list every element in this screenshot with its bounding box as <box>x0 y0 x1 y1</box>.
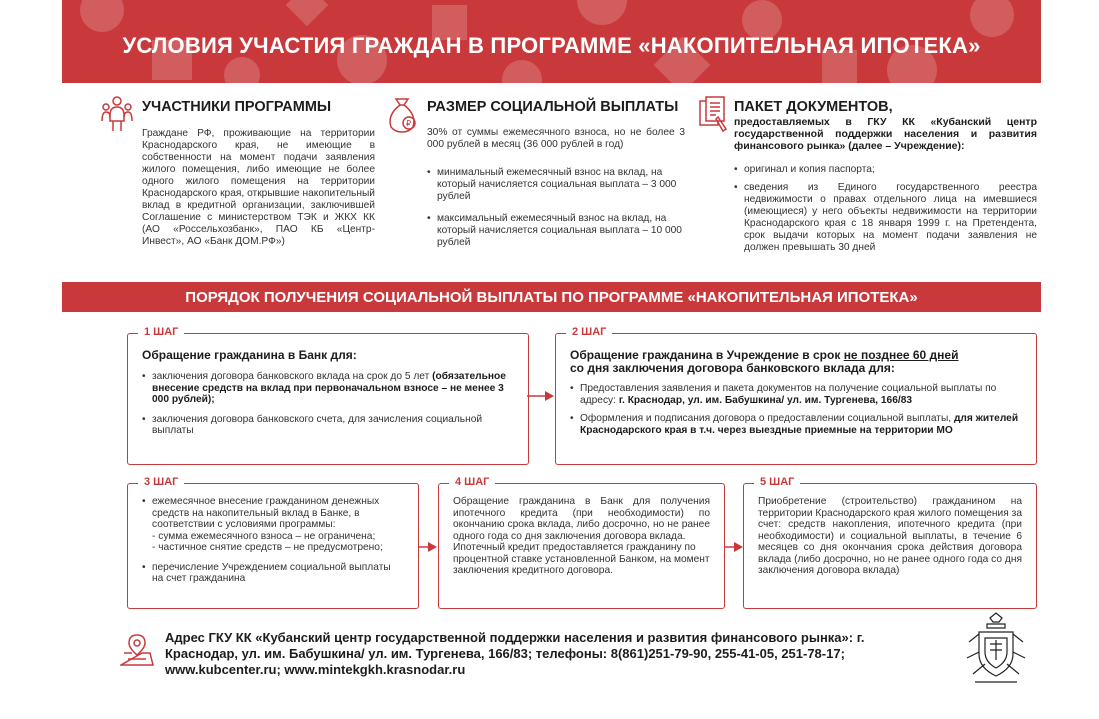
step-2-label: 2 ШАГ <box>566 326 612 338</box>
step-2-heading-a: Обращение гражданина в Учреждение в срок <box>570 348 841 362</box>
svg-text:₽: ₽ <box>406 119 412 128</box>
procedure-title: ПОРЯДОК ПОЛУЧЕНИЯ СОЦИАЛЬНОЙ ВЫПЛАТЫ ПО ПРОГРАММЕ «НАКОПИТЕЛЬНАЯ ИПОТЕКА» <box>185 289 918 306</box>
step-3-item-sub: - сумма ежемесячного взноса – не ограничена; <box>152 530 376 542</box>
step-2-item-bold: г. Краснодар, ул. им. Бабушкина/ ул. им. Тургенева, 166/83 <box>618 394 913 406</box>
payment-title: РАЗМЕР СОЦИАЛЬНОЙ ВЫПЛАТЫ <box>427 99 679 115</box>
step-5-box <box>743 476 1037 609</box>
payment-item: • максимальный ежемесячный взнос на вклад, на который начисляется социальная выплата – 10 000 рублей <box>427 213 685 249</box>
step-1-item: • заключения договора банковского счета, для зачисления социальной выплаты <box>142 414 514 437</box>
step-1-item <box>142 371 514 406</box>
step-4-box <box>438 476 725 609</box>
step-5-label: 5 ШАГ <box>754 476 800 488</box>
documents-item: • сведения из Единого государственного реестра недвижимости о правах отдельного лица на имевшиеся (имеющиеся) у него объекты недвижимости на территории Краснодарского края с 18 января 1999 г. на Претендента, срок выдачи которых на момент подачи заявления не должен превышать 30 дней <box>734 182 1037 254</box>
step-3-item-sub: - частичное снятие средств – не предусмотрено; <box>152 542 383 553</box>
money-bag-icon <box>385 95 419 133</box>
step-3-box <box>127 476 419 609</box>
documents-subtitle: предоставляемых в ГКУ КК «Кубанский центр государственной поддержки населения и развития финансового рынка» (далее – Учреждение): <box>734 116 1037 152</box>
step-4-label: 4 ШАГ <box>449 476 495 488</box>
step-3-item-text: ежемесячное внесение гражданином денежных средств на накопительный вклад в Банке, в соответствии с условиями программы: <box>152 496 380 530</box>
step-3-item: • перечисление Учреждением социальной выплаты на счет гражданина <box>142 562 404 585</box>
documents-item: • оригинал и копия паспорта; <box>734 164 1037 176</box>
step-1-heading: Обращение гражданина в Банк для: <box>142 348 357 362</box>
documents-icon <box>696 95 730 133</box>
header-banner <box>62 0 1041 83</box>
step-3-label: 3 ШАГ <box>138 476 184 488</box>
step-2-heading <box>570 349 1022 375</box>
page-title: УСЛОВИЯ УЧАСТИЯ ГРАЖДАН В ПРОГРАММЕ «НАКОПИТЕЛЬНАЯ ИПОТЕКА» <box>122 33 981 58</box>
participants-text: Граждане РФ, проживающие на территории Краснодарского края, не имеющие в собственности на момент подачи заявления жилого помещения, либо имеющие не более одного жилого помещения на территории Краснодарского края, открывшие накопительный вклад в кредитной организации, заключившей Соглашение с министерством ТЭК и ЖКХ КК (АО «Россельхозбанк», ПАО КБ «Центр-Инвест», АО «Банк ДОМ.РФ») <box>142 128 375 247</box>
step-2-heading-deadline: не позднее 60 дней <box>843 348 959 362</box>
krasnodar-coat-of-arms-icon <box>965 612 1027 686</box>
people-icon <box>100 95 134 133</box>
arrow-right-icon <box>418 541 438 553</box>
step-1-box <box>127 326 529 465</box>
step-4-text: Обращение гражданина в Банк для получения ипотечного кредита (при необходимости) по окончанию срока вклада, либо досрочно, но не ранее одного года со дня заключения договора вклада. <box>453 496 710 542</box>
step-5-text: Приобретение (строительство) гражданином на территории Краснодарского края жилого помещения за счет: средств накопления, ипотечного кредита (при необходимости) и социальной выплаты, в течение 6 месяцев со дня окончания срока действия договора вклада (либо досрочно, но не ранее одного года со дня заключения договора вклада) <box>758 496 1022 576</box>
step-4-text: Ипотечный кредит предоставляется гражданину по процентной ставке установленной Банком, на момент заключения кредитного договора. <box>453 542 710 576</box>
step-3-item <box>142 496 404 554</box>
arrow-right-icon <box>724 541 744 553</box>
arrow-right-icon <box>527 390 555 402</box>
payment-item: • минимальный ежемесячный взнос на вклад, на который начисляется социальная выплата – 3 000 рублей <box>427 167 685 203</box>
payment-intro: 30% от суммы ежемесячного взноса, но не более 3 000 рублей в месяц (36 000 рублей в год) <box>427 127 685 150</box>
step-2-item-bold: для жителей Краснодарского края в т.ч. через выездные приемные на территории МО <box>580 413 1019 436</box>
documents-title: ПАКЕТ ДОКУМЕНТОВ, <box>734 99 893 115</box>
step-2-item-text: Оформления и подписания договора о предоставлении социальной выплаты, <box>580 413 952 424</box>
step-2-heading-b: со дня заключения договора банковского вклада для: <box>570 361 895 375</box>
step-1-label: 1 ШАГ <box>138 326 184 338</box>
step-2-box <box>555 326 1037 465</box>
step-2-item <box>570 413 1022 436</box>
map-location-icon <box>120 633 154 667</box>
participants-title: УЧАСТНИКИ ПРОГРАММЫ <box>142 99 332 115</box>
step-1-item-text: заключения договора банковского вклада на срок до 5 лет <box>152 371 430 382</box>
footer-address: Адрес ГКУ КК «Кубанский центр государственной поддержки населения и развития финансового рынка»: г. Краснодар, ул. им. Бабушкина/ ул. им. Тургенева, 166/83; телефоны: 8(861)251-79-90, 255-41-05, 251-78-17; www.kubcenter.ru; www.mintekgkh.krasnodar.ru <box>165 630 865 677</box>
step-1-item-bold: (обязательное внесение средств на вклад при первоначальном взносе – не менее 3 000 рублей); <box>152 371 506 405</box>
procedure-banner <box>62 282 1041 312</box>
step-2-item-text: Предоставления заявления и пакета документов на получение социальной выплаты по адресу: <box>580 383 997 406</box>
step-2-item <box>570 383 1022 406</box>
